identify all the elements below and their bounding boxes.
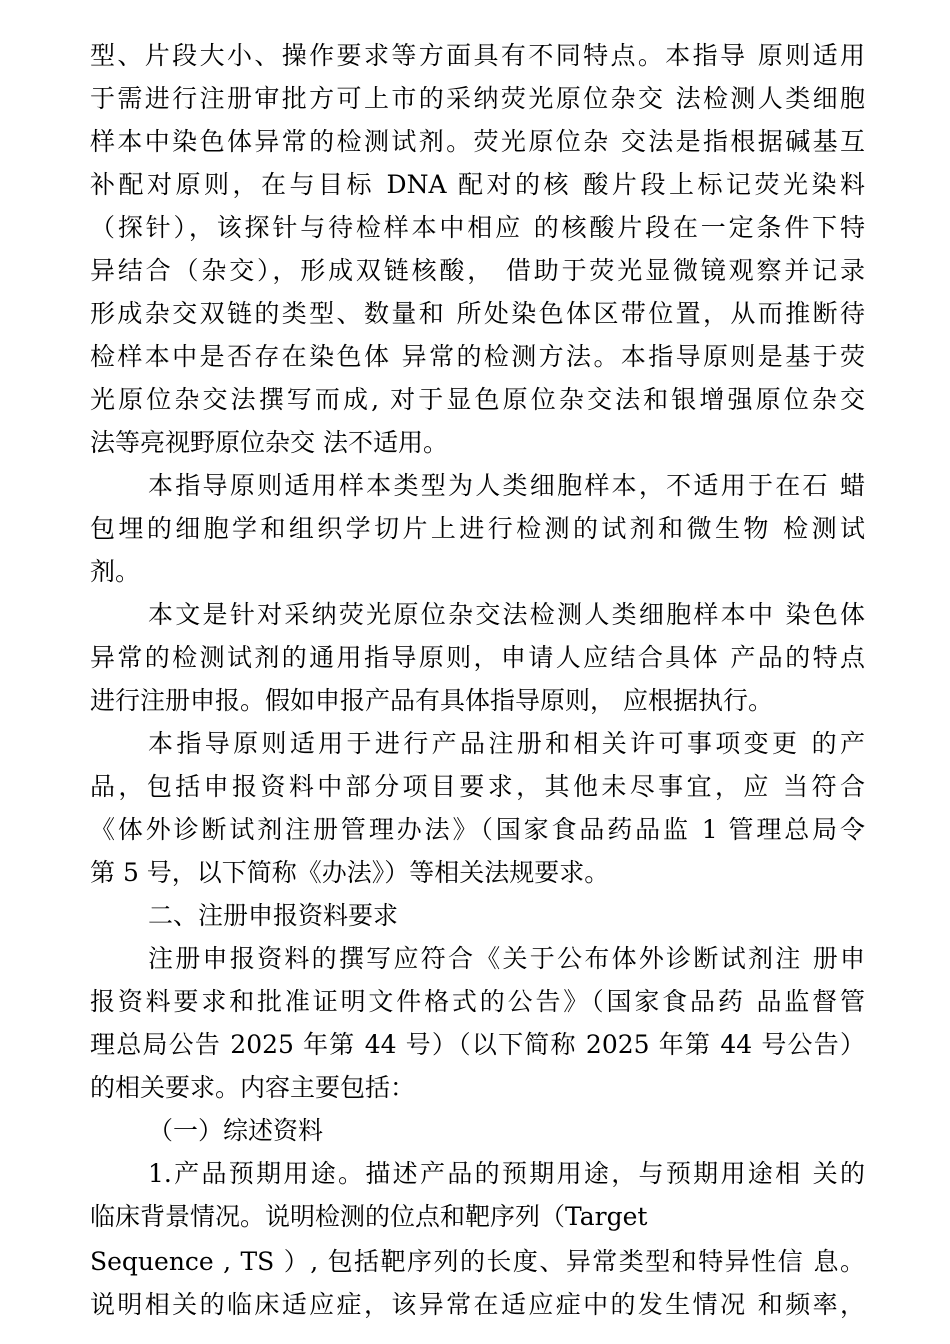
text-line: （探针），该探针与待检样本中相应 的核酸片段在一定条件下特 [90,213,865,242]
text-line: 检样本中是否存在染色体 异常的检测方法。本指导原则是基于荧 [90,342,865,371]
text-line: 的相关要求。内容主要包括： [90,1073,416,1102]
text-line: 异常的检测试剂的通用指导原则，申请人应结合具体 产品的特点 [90,643,865,672]
text-line: 二、注册申报资料要求 [148,901,399,930]
text-line: 理总局公告 2025 年第 44 号）（以下简称 2025 年第 44 号公告） [90,1030,865,1059]
text-line: 1.产品预期用途。描述产品的预期用途，与预期用途相 关的 [148,1159,865,1188]
text-line: 第 5 号，以下简称《办法》）等相关法规要求。 [90,858,610,887]
text-line: 型、片段大小、操作要求等方面具有不同特点。本指导 原则适用 [90,41,865,70]
document-page [90,34,865,1326]
text-line: 本指导原则适用于进行产品注册和相关许可事项变更 的产 [148,729,865,758]
text-line: 本文是针对采纳荧光原位杂交法检测人类细胞样本中 染色体 [148,600,865,629]
text-line: 光原位杂交法撰写而成, 对于显色原位杂交法和银增强原位杂交 [90,385,865,414]
text-line: 临床背景情况。说明检测的位点和靶序列（Target [90,1202,648,1231]
text-line: 《体外诊断试剂注册管理办法》（国家食品药品监 1 管理总局令 [90,815,865,844]
text-line: 补配对原则，在与目标 DNA 配对的核 酸片段上标记荧光染料 [90,170,865,199]
text-line: 形成杂交双链的类型、数量和 所处染色体区带位置，从而推断待 [90,299,865,328]
text-line: 本指导原则适用样本类型为人类细胞样本，不适用于在石 蜡 [148,471,865,500]
text-line: 进行注册申报。假如申报产品有具体指导原则， 应根据执行。 [90,686,773,715]
text-line: 包埋的细胞学和组织学切片上进行检测的试剂和微生物 检测试 [90,514,865,543]
text-line: 样本中染色体异常的检测试剂。荧光原位杂 交法是指根据碱基互 [90,127,865,156]
text-line: 说明相关的临床适应症，该异常在适应症中的发生情况 和频率， [90,1290,865,1319]
text-line: 报资料要求和批准证明文件格式的公告》（国家食品药 品监督管 [90,987,865,1016]
text-line: （一）综述资料 [148,1116,324,1145]
text-line: 剂。 [90,557,141,586]
text-line: 于需进行注册审批方可上市的采纳荧光原位杂交 法检测人类细胞 [90,84,865,113]
text-line: 注册申报资料的撰写应符合《关于公布体外诊断试剂注 册申 [148,944,865,973]
text-line: 异结合（杂交），形成双链核酸， 借助于荧光显微镜观察并记录 [90,256,865,285]
text-line: 法等亮视野原位杂交 法不适用。 [90,428,448,457]
text-line: 品，包括申报资料中部分项目要求，其他未尽事宜，应 当符合 [90,772,865,801]
text-line: Sequence , TS ）, 包括靶序列的长度、异常类型和特异性信 息。 [90,1247,865,1276]
